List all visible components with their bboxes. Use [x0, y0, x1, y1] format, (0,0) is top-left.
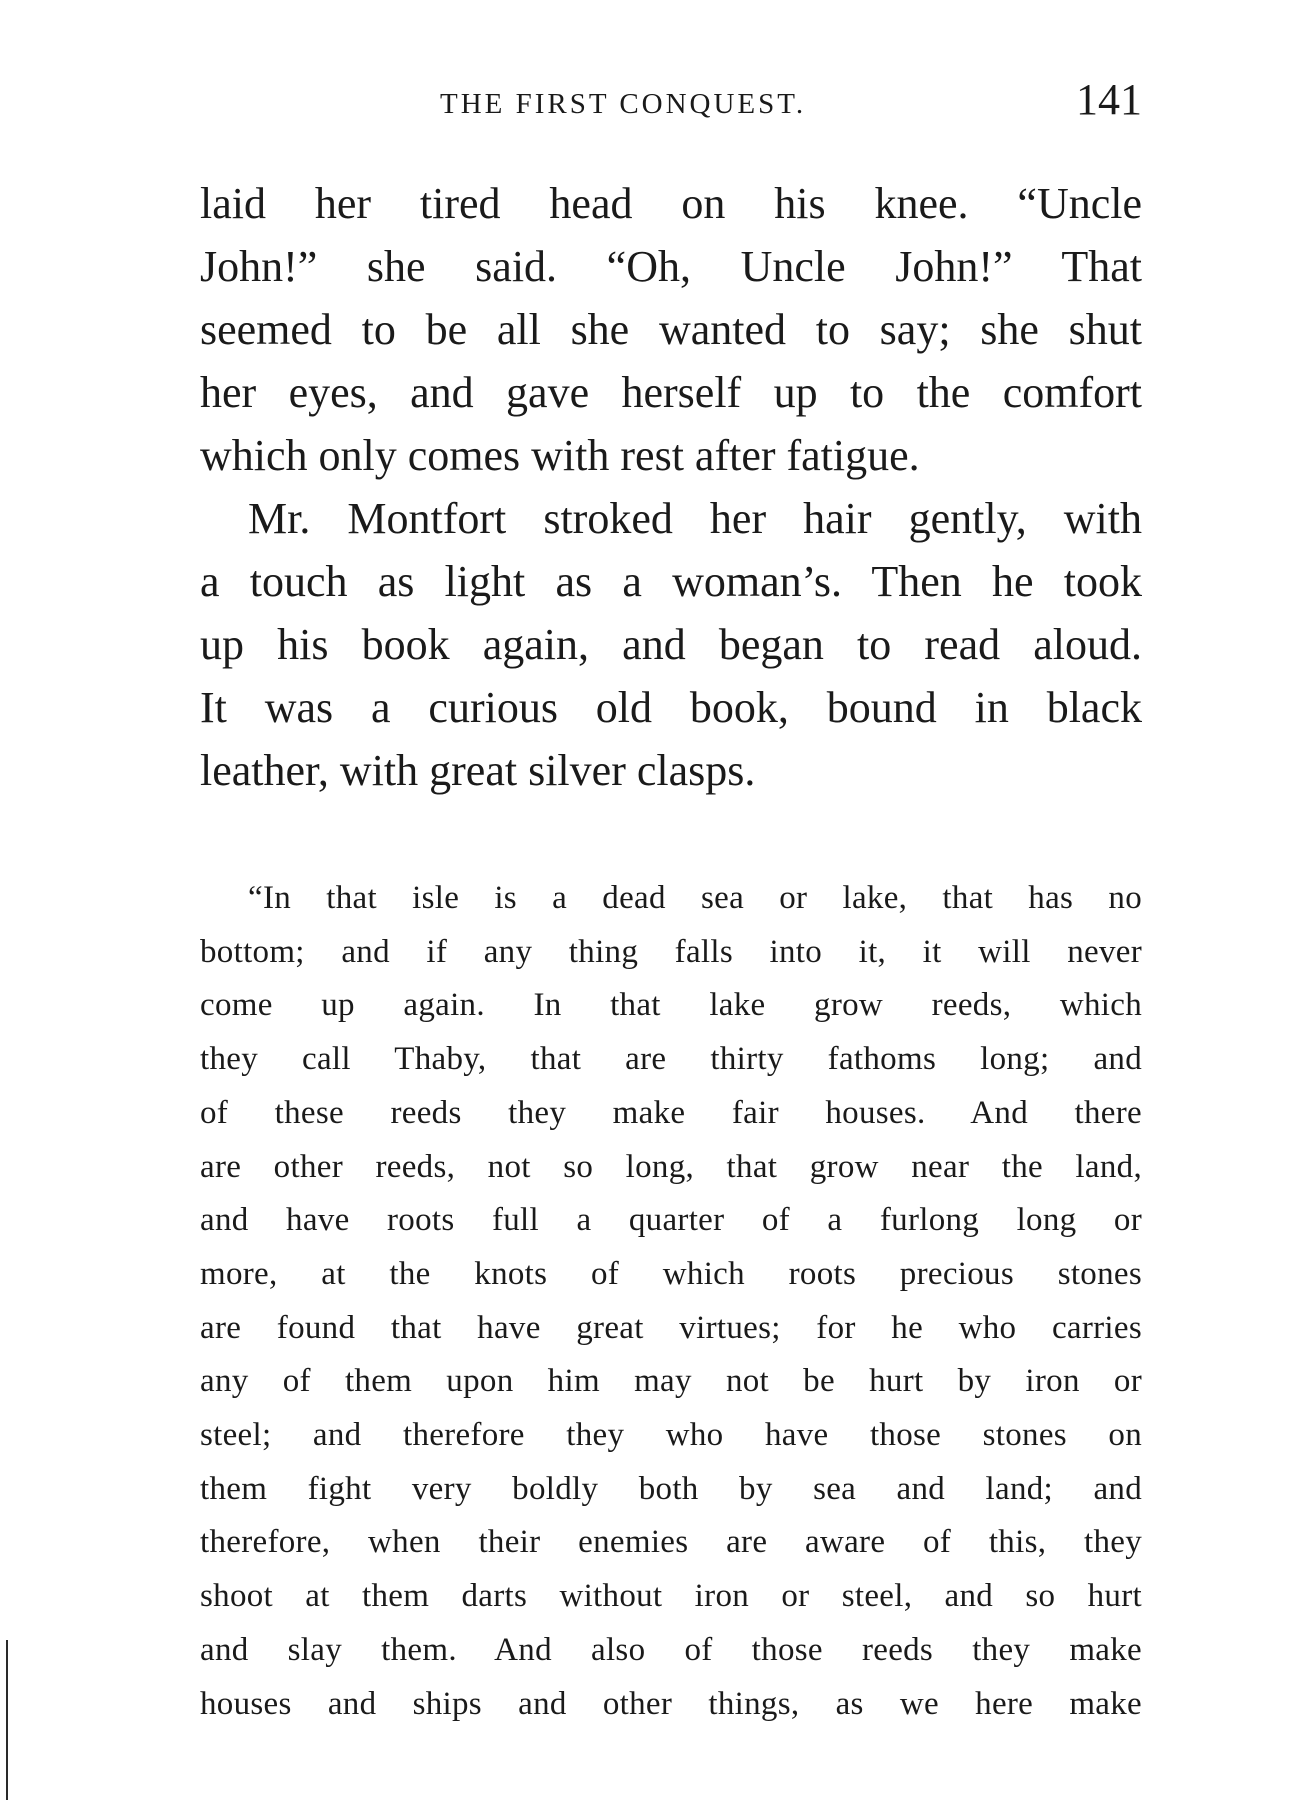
- page-number: 141: [1076, 75, 1142, 124]
- quote-line: of these reeds they make fair houses. And there: [200, 1094, 1142, 1131]
- paragraph-1: [200, 172, 1142, 487]
- quote-line: are other reeds, not so long, that grow near the land,: [200, 1148, 1142, 1185]
- page-header: [200, 75, 1142, 140]
- quote-line: them fight very boldly both by sea and land; and: [200, 1470, 1142, 1507]
- body-text: [200, 172, 1142, 802]
- text-line: laid her tired head on his knee. “Uncle: [200, 179, 1142, 228]
- text-line: her eyes, and gave herself up to the comfort: [200, 368, 1142, 417]
- quote-line: houses and ships and other things, as we here make: [200, 1685, 1142, 1722]
- quote-line: and have roots full a quarter of a furlong long or: [200, 1202, 1142, 1239]
- text-line: Mr. Montfort stroked her hair gently, with: [248, 494, 1142, 543]
- quote-line: bottom; and if any thing falls into it, it will never: [200, 933, 1142, 970]
- quote-line: come up again. In that lake grow reeds, which: [200, 987, 1142, 1024]
- text-line: which only comes with rest after fatigue.: [200, 431, 920, 480]
- text-line: John!” she said. “Oh, Uncle John!” That: [200, 242, 1142, 291]
- quote-line: shoot at them darts without iron or steel, and so hurt: [200, 1578, 1142, 1615]
- quote-line: therefore, when their enemies are aware of this, they: [200, 1524, 1142, 1561]
- text-line: seemed to be all she wanted to say; she shut: [200, 305, 1142, 354]
- quote-line: steel; and therefore they who have those stones on: [200, 1417, 1142, 1454]
- text-line: up his book again, and began to read aloud.: [200, 620, 1142, 669]
- quote-line: they call Thaby, that are thirty fathoms long; and: [200, 1041, 1142, 1078]
- quote-line: and slay them. And also of those reeds they make: [200, 1631, 1142, 1668]
- quotation-block: [200, 872, 1142, 1731]
- scan-edge-mark: [6, 1640, 8, 1800]
- quote-line: more, at the knots of which roots precious stones: [200, 1255, 1142, 1292]
- text-line: leather, with great silver clasps.: [200, 746, 756, 795]
- quote-line: are found that have great virtues; for he who carries: [200, 1309, 1142, 1346]
- paragraph-2: [200, 487, 1142, 802]
- running-title: THE FIRST CONQUEST.: [440, 88, 807, 120]
- quote-line: any of them upon him may not be hurt by iron or: [200, 1363, 1142, 1400]
- quote-line: “In that isle is a dead sea or lake, that has no: [248, 880, 1142, 916]
- text-line: a touch as light as a woman’s. Then he took: [200, 557, 1142, 606]
- text-line: It was a curious old book, bound in black: [200, 683, 1142, 732]
